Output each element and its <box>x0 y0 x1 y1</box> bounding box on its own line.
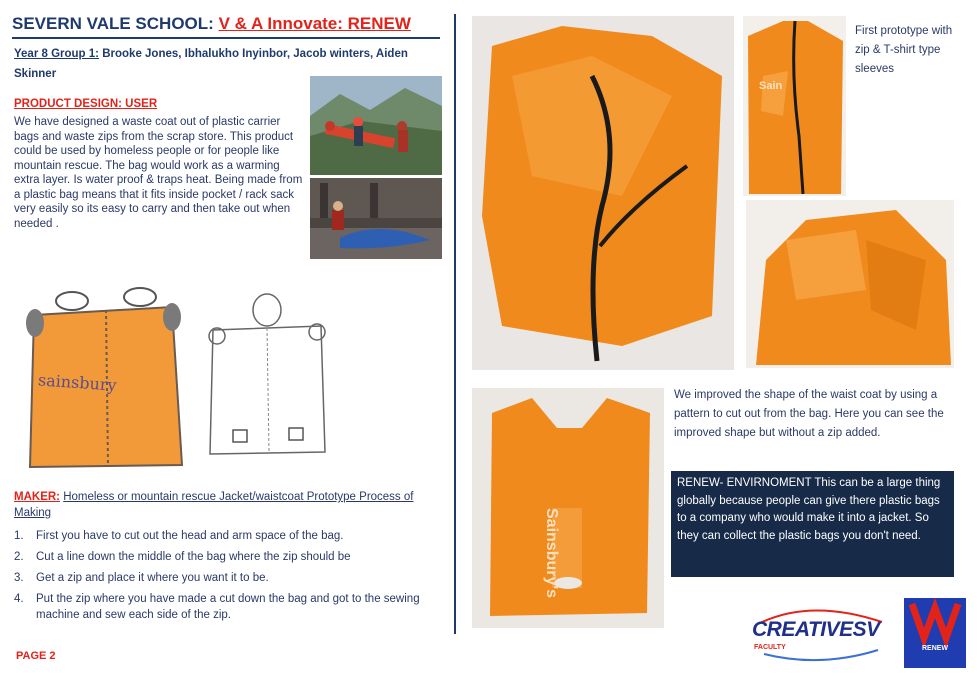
creative-sv-logo <box>750 604 892 662</box>
maker-title <box>14 489 434 521</box>
step-text: Cut a line down the middle of the bag where the zip should be <box>36 551 351 563</box>
step-text: First you have to cut out the head and arm space of the bag. <box>36 530 344 542</box>
step-number: 1. <box>14 530 24 542</box>
improved-shape-image <box>472 388 664 628</box>
step-number: 3. <box>14 572 24 584</box>
step-number: 4. <box>14 593 24 605</box>
steps-list <box>14 528 434 628</box>
group-label: Year 8 Group 1: <box>14 48 100 60</box>
improved-photo <box>472 388 664 628</box>
page-title <box>12 14 411 34</box>
member-names: Brooke Jones, Ibhalukho Inyinbor, Jacob winters, Aiden Skinner <box>14 48 408 80</box>
prototype-bag-print: Sain <box>759 80 783 92</box>
orange-hood-image <box>746 200 954 368</box>
outline-waistcoat-sketch <box>205 292 330 457</box>
orange-bag-zip-image <box>472 16 734 370</box>
school-name: SEVERN VALE SCHOOL: <box>12 14 214 33</box>
title-divider <box>12 37 440 39</box>
step-item <box>14 549 434 565</box>
mountain-rescue-photo <box>310 76 442 175</box>
creative-logo-text: CREATIVESV <box>752 618 880 641</box>
sketch-bag-label: sainsbury <box>37 370 118 395</box>
project-name: V & A Innovate: RENEW <box>218 14 411 33</box>
product-heading: PRODUCT DESIGN: USER <box>14 98 158 110</box>
step-item <box>14 591 434 623</box>
step-item <box>14 528 434 544</box>
mountain-rescue-image <box>310 76 442 175</box>
homeless-image <box>310 178 442 259</box>
colored-sketch <box>22 285 187 470</box>
maker-subtitle: Homeless or mountain rescue Jacket/waistcoat Prototype Process of Making <box>14 491 414 519</box>
hood-photo <box>746 200 954 368</box>
page-number: PAGE 2 <box>16 650 56 662</box>
improved-caption: We improved the shape of the waist coat by using a pattern to cut out from the bag. Here you can see the improved shape but without a zip added. <box>674 389 944 439</box>
product-text: We have designed a waste coat out of plastic carrier bags and waste zips from the scrap store. This product could be used by homeless people or for people like mountain rescue. The bag would work as a warming extra layer. Is water proof & traps heat. Being made from a plastic bag means that it fits inside pocket / rack sack very easily so its easy to carry and then take out when needed . <box>14 116 303 230</box>
improved-bag-print: Sainsbury's <box>543 508 560 599</box>
waistcoat-photo-large <box>472 16 734 370</box>
renew-logo-graphic <box>904 598 966 668</box>
homeless-photo <box>310 178 442 259</box>
faculty-logo-text: FACULTY <box>754 644 786 651</box>
renew-logo <box>904 598 966 668</box>
step-text: Get a zip and place it where you want it to be. <box>36 572 269 584</box>
prototype-zip-image <box>743 16 846 196</box>
step-text: Put the zip where you have made a cut down the bag and got to the sewing machine and sew each side of the zip. <box>36 593 420 621</box>
column-divider <box>454 14 456 634</box>
maker-heading: MAKER: <box>14 491 60 503</box>
step-number: 2. <box>14 551 24 563</box>
renew-logo-text: RENEW <box>921 645 949 652</box>
step-item <box>14 570 434 586</box>
prototype-photo <box>743 16 846 196</box>
prototype-caption: First prototype with zip & T-shirt type sleeves <box>855 25 953 75</box>
renew-environment-box: RENEW- ENVIRNOMENT This can be a large thing globally because people can give there plastic bags to a company who would make it into a jacket. So they can collect the plastic bags you don't need. <box>671 471 954 577</box>
outline-sketch <box>205 292 330 457</box>
